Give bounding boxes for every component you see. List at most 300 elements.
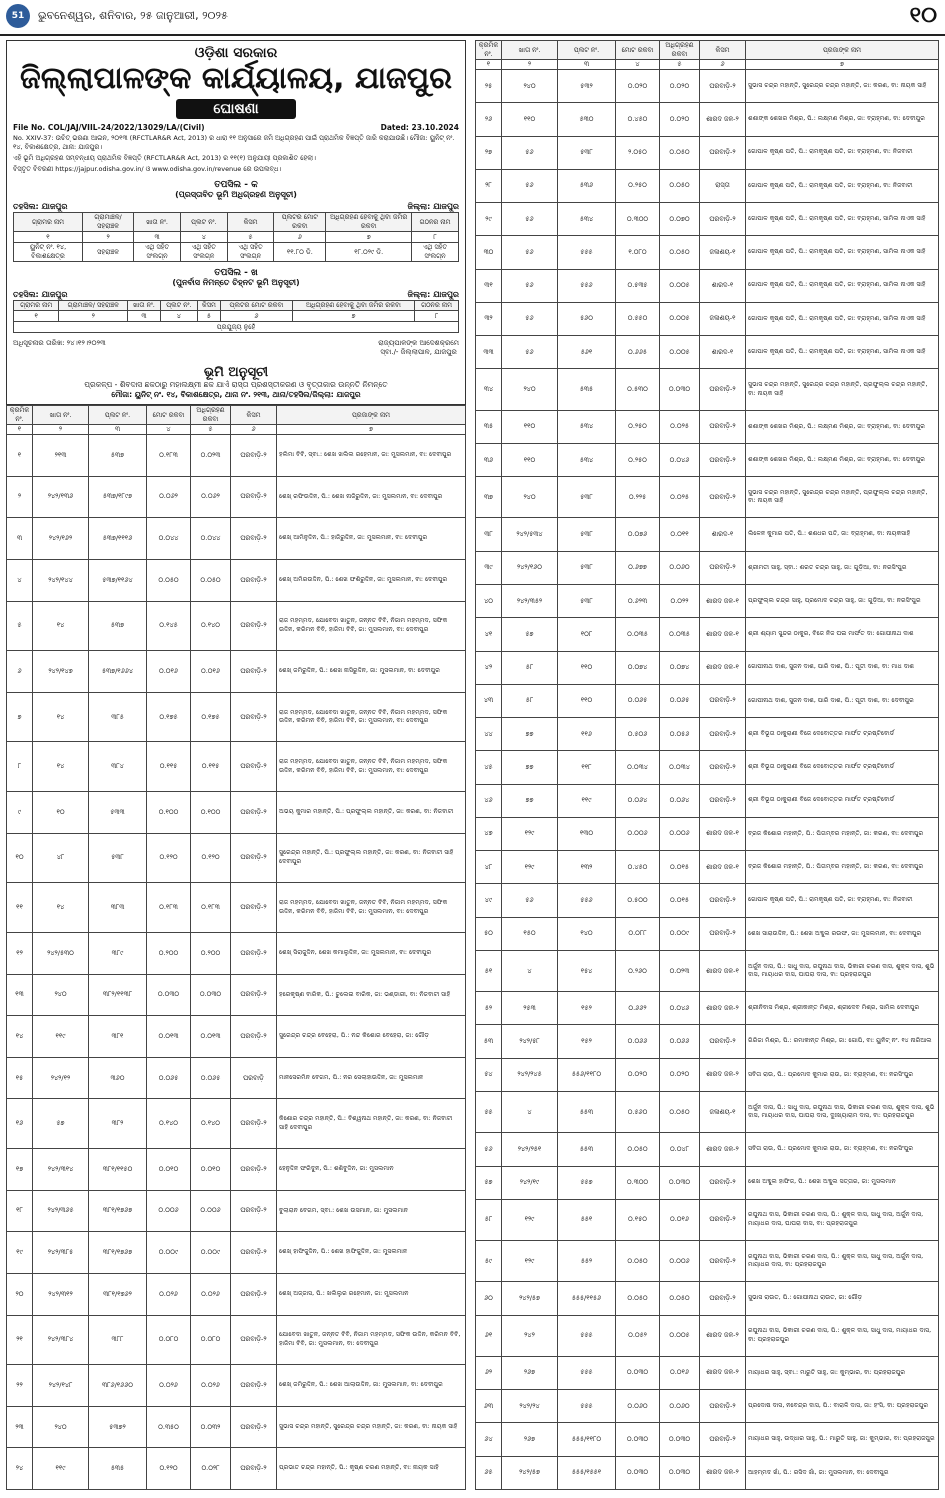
table-cell: ଘରବାଡ଼ି-୨ (231, 974, 277, 1016)
table-cell: ଘରବାଡ଼ି-୨ (231, 833, 277, 883)
column-header: କିସମ (231, 406, 277, 425)
table-row (476, 203, 939, 236)
table-cell: ୦.୫୫୦ (616, 302, 660, 335)
table-cell: ୨୫୩ (502, 992, 558, 1025)
owner-name: ପ୍ରଦୋଷ ଦାସ, ନବେନ୍ଦ୍ର ଦାସ, ପି.: ବାରାଳି ଦାସ, ଜା: ହଂସି, ବା: ପ୍ରହରାଜପୁର (746, 1390, 939, 1423)
table-cell: ୩୮୧/୧୭୬୭ (89, 1232, 147, 1274)
owner-name: ଶ୍ରୀ ବିଭୂତା ଠାକୁରାଣୀ ବିଜେ ଦେବୋତ୍ତର ମାର୍ଫତ ଟ୍ରଷ୍ଟିବୋର୍ଡ (746, 751, 939, 784)
owner-name: ବୁଲାରାନ ବେଗମ, ସ୍ବା.: ଶେଖ ଉସମାନ, ଜା: ମୁସଲମାନ (277, 1190, 466, 1232)
column-header: ଗ୍ରାମାଞ୍ଚଳ/ ସହରାଞ୍ଚଳ (59, 301, 128, 311)
table-cell: ୨ (7, 476, 33, 518)
column-header: ଗଠନର ନାମ (412, 213, 459, 232)
table-cell: ୫୮ (476, 1199, 502, 1240)
column-number: ୪ (180, 232, 227, 243)
owner-name: ଶେଖ୍ ଜମିରୁଦ୍ଦିନ, ପି.: ଶେଖ ଆଲାଉଦ୍ଦିନ, ଜା: ମୁସଲମାନ, ବା: ଦେବୀପୁର (277, 1365, 466, 1407)
table-cell: ଘରବାଡ଼ି-୨ (231, 932, 277, 974)
table-row (476, 302, 939, 335)
table-cell: ୨୪୨/୩୧୪ (33, 1149, 89, 1191)
table-cell: ୫୫୭ (558, 1166, 616, 1199)
table-cell: ୫୬ (502, 884, 558, 917)
table-cell: ୫୫୫/୧୫୫୧ (558, 1456, 616, 1489)
table-cell: ଘରବାଡ଼ି-୨ (700, 684, 746, 717)
table-cell: ୩୮୫ (89, 692, 147, 742)
table-cell: ୦.୦୩୦ (660, 1456, 700, 1489)
table-row (476, 1390, 939, 1423)
table-cell: ୦.୦୫୬ (660, 718, 700, 751)
table-cell: ୦.୦୨୦ (660, 103, 700, 136)
table-row (7, 1406, 466, 1448)
table-row (476, 1356, 939, 1389)
table-cell: ୫୬ (502, 302, 558, 335)
table-cell: ଘରବାଡ଼ି-୨ (700, 1199, 746, 1240)
table-cell: ୧୪ (33, 742, 89, 792)
table-row (476, 1166, 939, 1199)
owner-name: କିଶୋର ଚନ୍ଦ୍ର ମହାନ୍ତି, ପି.: ବିଶ୍ୱନାଥ ମହାନ୍ତି, ଜା: କରଣ, ବା: ନିଜବାଟୀ ସାହି ଦେବୀପୁର (277, 1099, 466, 1149)
table-cell: ୨୪୨/୫୩୪ (502, 518, 558, 551)
table-cell: ୨୬ (476, 103, 502, 136)
table-cell: ୪୮ (33, 833, 89, 883)
table-cell: ୦.୦୪୬ (660, 443, 700, 476)
table-row (476, 269, 939, 302)
table-cell: ୫୭ (476, 1166, 502, 1199)
owner-name: ଗୋପୀନାଥ ଦାଶ, ସୁଜନ ଦାଶ, ପାରି ଦାଶ, ପି.: ପୂତୀ ଦାଶ, ବା: ଦେବୀପୁର (746, 684, 939, 717)
table-cell: ଘରବାଡ଼ି-୨ (231, 601, 277, 651)
project-description: ପ୍ରକଳ୍ପ - ଶିବଦାସ ଛକଠାରୁ ମହାଲକ୍ଷ୍ମୀ ଛକ ଯାଏଁ ରାସ୍ତା ପ୍ରଶସ୍ତୀକରଣ ଓ ବୃତ୍ତାକାର ଉନ୍ନତି ନିମନ୍ତେ (84, 380, 388, 389)
table-cell: ୩୮୨ (89, 1099, 147, 1149)
table-cell: ୦.୨୦୦ (147, 932, 191, 974)
table-cell: ୧୧୦ (558, 684, 616, 717)
table-cell: ୦.୬୨୩ (616, 584, 660, 617)
table-cell: ୭୭ (502, 784, 558, 817)
table-cell: ୧୭ (7, 1149, 33, 1191)
table-cell: ୨୪୨/୫୩୦ (33, 932, 89, 974)
owner-name: ଶଶାଙ୍କ ଶେଖର ମିଶ୍ର, ପି.: ଲକ୍ଷ୍ମଣ ମିଶ୍ର, ଜା: ବ୍ରାହ୍ମଣ, ବା: ଦେବୀପୁର (746, 443, 939, 476)
table-row (476, 369, 939, 410)
table-cell: ୨୪ (7, 1448, 33, 1490)
table-cell: ୦.୦୨୩ (660, 950, 700, 991)
table-cell: ୦.୧୧୫ (147, 742, 191, 792)
table-cell: ୫୩୬ (558, 169, 616, 202)
table-cell: ୧୪ (7, 1016, 33, 1058)
table-cell: ୩୫ (476, 410, 502, 443)
column-header: ଅଧିଗ୍ରହଣ ରକବା (660, 41, 700, 60)
table-cell: ୦.୦୫୦ (191, 559, 231, 601)
table-row (476, 169, 939, 202)
table-cell: ୨୮ (476, 169, 502, 202)
table-cell: ୦.୦୨୫ (660, 410, 700, 443)
column-header: ପ୍ରଜାଙ୍କ ନାମ (277, 406, 466, 425)
table-cell: ୦.୦୫୦ (660, 236, 700, 269)
table-row (476, 1025, 939, 1058)
table-cell: ଘରବାଡ଼ି-୨ (700, 551, 746, 584)
table-cell: ୨୪୨/୩୫୨ (502, 584, 558, 617)
table-cell: ୫୩୭/୧୧୬୪ (89, 559, 147, 601)
table-row (476, 1199, 939, 1240)
table-cell: ୧୫୦ (502, 917, 558, 950)
table-cell: ୫୫ (476, 1091, 502, 1132)
owner-name: ଗୋପାଳ କୃଷ୍ଣ ପତି, ପି.: ରାମକୃଷ୍ଣ ପତି, ଜା: ବ୍ରାହ୍ମଣ, ବା: ନିଜବାଟୀ (746, 169, 939, 202)
table-cell: ୫୫୩ (558, 1133, 616, 1166)
table-cell: ୨୪୨/୧୪୭ (33, 651, 89, 693)
table-cell: ୨୪୦ (33, 974, 89, 1016)
column-header: ଗ୍ରାମର ନାମ (14, 213, 83, 232)
table-cell: ୦.୦୫୦ (616, 1133, 660, 1166)
table-cell: ୦.୦୫୦ (660, 136, 700, 169)
column-number: ୬ (274, 232, 326, 243)
file-number: File No. COL/JAJ/VIIL-24/2022/13029/LA/(Civil) (13, 123, 205, 132)
table-cell: ୦.୦୦୬ (147, 1190, 191, 1232)
table-cell: ୦.୦୧୫ (660, 851, 700, 884)
table-cell: ୨୭ (476, 136, 502, 169)
owner-name: ଅର୍ଜୁନ ଦାସ, ପି.: ସାଧୁ ଦାସ, ରଘୁନାଥ ଦାସ, ଭିକାରୀ ଚରଣ ଦାସ, ଶୁକ୍ଳ ଦାସ, ଶୁଭି ଦାସ, ମାୟାଧର ଦାସ, ଘାଘରା ଦାସ, ବା: ପ୍ରହରାଜପୁର (746, 950, 939, 991)
table-row (476, 518, 939, 551)
table-cell: ୪ (7, 559, 33, 601)
table-cell: ୧୬ (7, 1099, 33, 1149)
table-cell: ୫୫୫ (558, 236, 616, 269)
table-cell: ୨୧୩ (33, 435, 89, 477)
table-cell: ୦.୦୫୦ (660, 1091, 700, 1132)
table-row (476, 477, 939, 518)
table-cell: ୫୮ (502, 684, 558, 717)
table-cell: ୫୫୬ (558, 884, 616, 917)
owner-name: ଶେଖ୍ ଜମିରୁଦ୍ଦିନ, ପି.: ଶେଖ ନାସିରୁଦ୍ଦିନ, ଜା: ମୁସଲମାନ, ବା: ଦେବୀପୁର (277, 651, 466, 693)
table-row (476, 784, 939, 817)
schedule-kha-subtitle: (ପୁନର୍ବାସ ନିମନ୍ତେ ଚିହ୍ନଟ ଭୂମି ଅନୁସୂଚୀ) (172, 278, 300, 287)
table-cell: ୨୬୭ (502, 1423, 558, 1456)
table-cell: ୧୪ (33, 692, 89, 742)
table-row (7, 1099, 466, 1149)
table-cell: ଘରବାଡ଼ି-୨ (700, 917, 746, 950)
table-cell: ୫୫୫/୧୧୮୦ (558, 1423, 616, 1456)
table-cell: ୦.୩୦୦ (616, 1166, 660, 1199)
table-cell: ୫୫୫ (558, 1356, 616, 1389)
table-cell: ୬୩ (476, 1390, 502, 1423)
owner-name: ସୁଭାସ ଚନ୍ଦ୍ର ମହାନ୍ତି, ସୁରେନ୍ଦ୍ର ଚନ୍ଦ୍ର ମହାନ୍ତି, ପ୍ରଫୁଲ୍ଲ ଚନ୍ଦ୍ର ମହାନ୍ତି, ବା: ନାୟକ ସାହି (746, 369, 939, 410)
table-cell: ୩୮୪ (89, 742, 147, 792)
table-cell: ଶାରଦ ଜଳ-୧ (700, 584, 746, 617)
table-cell: ୫୩୪ (558, 443, 616, 476)
column-number: ୮ (412, 232, 459, 243)
owner-name: ଆହମ୍ମଦ ଖାଁ, ପି.: ରସିଦ ଖାଁ, ଜା: ମୁସଲମାନ, ବା: ଦେବୀପୁର (746, 1456, 939, 1489)
table-cell: ଶାରଦ ଜଳ-୧ (700, 851, 746, 884)
table-row (7, 742, 466, 792)
column-number: ୭ (277, 425, 466, 435)
schedule-kha-table (13, 300, 459, 333)
table-cell: ଘରବାଡ଼ି-୨ (231, 1149, 277, 1191)
signature-block (13, 339, 459, 357)
table-cell: ଶାରଦ ଜଳ-୨ (700, 1356, 746, 1389)
table-cell: ଶାରଦ ଜଳ-୨ (700, 1456, 746, 1489)
table-row (476, 950, 939, 991)
table-row (7, 1016, 466, 1058)
column-number: ୨ (502, 60, 558, 70)
column-number: ୧ (476, 60, 502, 70)
table-cell: ୦.୦୨୨ (660, 584, 700, 617)
table-cell: ୧୧୯ (33, 1016, 89, 1058)
table-cell: ଏଥି ସହିତ ସଂଲଗ୍ନ (134, 243, 181, 262)
table-cell: ୦.୦୩୦ (660, 1423, 700, 1456)
table-cell: ୧୫୨ (558, 1025, 616, 1058)
table-cell: ୦.୧୨୦ (191, 833, 231, 883)
table-cell: ୦.୦୬୫ (191, 1057, 231, 1099)
table-cell: ୪ (502, 1091, 558, 1132)
table-row (476, 70, 939, 103)
land-table-left (6, 405, 466, 1490)
table-cell: ୫୫୫/୧୧୫୬ (558, 1282, 616, 1315)
table-cell: ୪୦ (476, 584, 502, 617)
table-cell: ୪୨ (476, 651, 502, 684)
table-cell: ଘରବାଡ଼ି-୨ (700, 718, 746, 751)
column-header: ପ୍ଲଟର ମୋଟ ରକବା (274, 213, 326, 232)
table-cell: ଘରବାଡ଼ି-୨ (231, 742, 277, 792)
column-header: ଗଠନର ନାମ (415, 301, 459, 311)
table-cell: ଘରବାଡ଼ି-୨ (231, 435, 277, 477)
owner-name: ଗୋପାଳ କୃଷ୍ଣ ପତି, ପି.: ରାମକୃଷ୍ଣ ପତି, ଜା: ବ୍ରାହ୍ମଣ, ବା: ନିଜବାଟୀ (746, 884, 939, 917)
table-cell: ଘରବାଡ଼ି-୨ (700, 443, 746, 476)
schedule-kha-location (13, 290, 459, 300)
notice-paragraph-2: ଏହି ଭୂମି ଅଧିଗ୍ରହଣ ସମ୍ବନ୍ଧୀୟ ପ୍ରାଥମିକ ବିଜ୍ଞପ୍ତି (RFCTLAR&R Act, 2013) ର ୧୧(୧) ଅନୁଯାୟୀ ପ୍ରକାଶିତ ହେଲା। (13, 154, 316, 162)
owner-name: ଗୋପାଳ କୃଷ୍ଣ ପତି, ପି.: ରାମକୃଷ୍ଣ ପତି, ଜା: ବ୍ରାହ୍ମଣ, ସାମିଲ ନାଏକ ସାହି (746, 302, 939, 335)
column-header: ଅଧିଗ୍ରହଣ ରକବା (191, 406, 231, 425)
notice-date: Dated: 23.10.2024 (380, 123, 459, 132)
table-cell: ୫୫୩ (558, 1091, 616, 1132)
owner-name: ଶ୍ରୀମତୀ ସାହୁ, ସ୍ବା.: ଶରତ ଚନ୍ଦ୍ର ସାହୁ, ଜା: ଗୁଡ଼ିଆ, ବା: ନରସିଂପୁର (746, 551, 939, 584)
table-cell: ୨୪୨/୨୫୧ (502, 1133, 558, 1166)
table-cell: ୩୬ (476, 443, 502, 476)
column-header: ପ୍ଲଟ ନଂ. (180, 213, 227, 232)
owner-name: ଶ୍ରୀ ବିଭୂତା ଠାକୁରାଣୀ ବିଜେ ଦେବୋତ୍ତର ମାର୍ଫତ ଟ୍ରଷ୍ଟିବୋର୍ଡ (746, 784, 939, 817)
table-cell: ଶାରଦ ଜଳ-୧ (700, 651, 746, 684)
table-row (7, 792, 466, 834)
column-header: କିସମ (227, 213, 274, 232)
table-row (476, 1423, 939, 1456)
table-cell: ଘରବାଡ଼ି-୨ (231, 1315, 277, 1365)
column-header: ପ୍ଲଟ ନଂ. (160, 301, 197, 311)
table-cell: ଶାରଦ ଜଳ-୨ (700, 1058, 746, 1091)
owner-name: ହେନୁଦ୍ଦିନ ଫରିଦୁନ, ପି.: ଶଶିବୁଦ୍ଦିନ, ଜା: ମୁସଲମାନ (277, 1149, 466, 1191)
column-number: ୧ (7, 425, 33, 435)
table-cell: ଘରବାଡ଼ି-୨ (700, 784, 746, 817)
table-cell: ୮ (7, 742, 33, 792)
table-cell: ୦.୦୬୫ (660, 684, 700, 717)
table-row (476, 103, 939, 136)
table-row (476, 992, 939, 1025)
table-cell: ୦.୫୦୬ (616, 718, 660, 751)
table-cell: ଶାରଦ ଜଳ-୧ (700, 950, 746, 991)
table-cell: ୦.୧୦୦ (191, 792, 231, 834)
table-cell: ୦.୦୨୦ (616, 1058, 660, 1091)
table-cell: ୩୮୨/୧୧୩୮ (89, 974, 147, 1016)
table-cell: ୦.୦୨୦ (660, 70, 700, 103)
table-cell: ୦.୦୬୨ (147, 476, 191, 518)
table-cell: ୧୦୮ (558, 618, 616, 651)
table-cell: ୨୩ (7, 1406, 33, 1448)
table-cell: ୫୫୨ (558, 1241, 616, 1282)
table-cell: ୫୩ (476, 1025, 502, 1058)
table-cell: ୦.୦୧୬ (660, 1199, 700, 1240)
table-cell: ଶାରଦ ଜଳ-୨ (700, 1315, 746, 1356)
column-number: ୩ (558, 60, 616, 70)
table-cell: ୦.୧୪୫ (147, 601, 191, 651)
table-cell: ଶାରଦ ଜଳ-୧ (700, 817, 746, 850)
table-cell: ୧୧୦ (502, 103, 558, 136)
table-cell: ୦.୦୩୫ (616, 618, 660, 651)
office-title: ଜିଲ୍ଲାପାଳଙ୍କ କାର୍ଯ୍ୟାଳୟ, ଯାଜପୁର (20, 61, 452, 96)
table-cell: ୪୩ (476, 684, 502, 717)
schedule-ka-subtitle: (ପ୍ରସ୍ତାବିତ ଭୂମି ଅଧିଗ୍ରହଣ ଅନୁସୂଚୀ) (175, 190, 297, 199)
table-cell: ୧ (7, 435, 33, 477)
table-cell: ୫୩୮ (558, 551, 616, 584)
column-number: ୮ (415, 311, 459, 322)
table-cell: ୦.୨୫୦ (616, 443, 660, 476)
column-header: ଗ୍ରାମର ନାମ (14, 301, 59, 311)
table-cell: ଏଥି ସହିତ ସଂଲଗ୍ନ (227, 243, 274, 262)
table-row (7, 833, 466, 883)
table-cell: ୫୫୧ (558, 1199, 616, 1240)
table-cell: ଘରବାଡ଼ି-୨ (231, 692, 277, 742)
column-number: ୨ (59, 311, 128, 322)
owner-name: ଅଭୟ କୁମାର ମହାନ୍ତି, ପି.: ପ୍ରଫୁଲ୍ଲ ମହାନ୍ତି, ଜା: କରଣ, ବା: ନିଜବାଟୀ (277, 792, 466, 834)
owner-name: ମାନସେରମିନ ବେଗମ, ପି.: ନର ସେଲାହାଉଦ୍ଦିନ, ଜା: ମୁସଲମାନ (277, 1057, 466, 1099)
table-cell: ୧୨୯ (502, 817, 558, 850)
table-cell: ୩ (7, 518, 33, 560)
table-row (476, 917, 939, 950)
table-cell: ଜଳାଶୟ-୧ (700, 1091, 746, 1132)
column-number: ୬ (231, 425, 277, 435)
table-cell: ୦.୦୨୬ (191, 1273, 231, 1315)
owner-name: ଶେଖ ସାରାଉଦ୍ଦିନ, ପି.: ଶେଖ ଅବ୍ଦୁଲ ରଉଫ, ଜା: ମୁସଲମାନ, ବା: ଦେବୀପୁର (746, 917, 939, 950)
table-cell: ୫୩୮ (558, 477, 616, 518)
table-cell: ୨୪୨/୧୬୦ (502, 551, 558, 584)
owner-name: ଯୋବେଦା ଖାତୁନ, ଜନ୍ନତ ବିବି, ନିଜାମ ମହମ୍ମଦ, ସଫିକ ଉଦ୍ଦିନ, କରିମନ ବିବି, ହାଜିମା ବିବି, ଜା: ମୁସଲମାନ, ବା: ଦେବୀପୁର (277, 1315, 466, 1365)
table-cell: ୨୪୨/୩୬୫ (33, 1190, 89, 1232)
table-cell: ସହରାଞ୍ଚଳ (82, 243, 133, 262)
table-cell: ୦.୦୧୦ (147, 1149, 191, 1191)
owner-name: ହଲିମା ବିବି, ସ୍ବା.: ଶେଖ ଖଲିଲ ରହେମାନ, ଜା: ମୁସଲମାନ, ବା: ଦେବୀପୁର (277, 435, 466, 477)
table-cell: ୫୩୭ (89, 601, 147, 651)
table-cell: ୦.୦୬୨ (191, 476, 231, 518)
table-cell: ୧୧୯ (558, 784, 616, 817)
table-row (7, 1315, 466, 1365)
table-cell: ୧୪୦ (558, 917, 616, 950)
column-header: ପ୍ଲଟ ନଂ. (558, 41, 616, 60)
owner-name: ଶେଖ୍ ହାଫିଜୁଦ୍ଦିନ, ପି.: ଶେଖ ହାଫିଜୁଦ୍ଦିନ, ଜା: ମୁସଲମାନ (277, 1232, 466, 1274)
table-cell: ୦.୦୪୬ (660, 992, 700, 1025)
table-cell: ୨୬୭ (502, 1356, 558, 1389)
table-cell: ୨୯ (476, 203, 502, 236)
table-row (476, 1133, 939, 1166)
table-cell: ୦.୦୫୦ (660, 169, 700, 202)
column-number: ୫ (191, 425, 231, 435)
table-cell: ଶାରଦ ଜଳ-୨ (700, 992, 746, 1025)
table-cell: ୧.୦୮୦ (616, 236, 660, 269)
table-cell: ୩୭ (476, 477, 502, 518)
column-number: ୪ (160, 311, 197, 322)
notice-paragraph-1: No. XXIV-37: ଉଚିତ୍ ଭରଣା ଆଇନ, ୨୦୧୩ (RFCTLAR&R Act, 2013) ର ଧାରା ୧୧ ଅନୁସାରେ ଜମି ଅଧିଗ୍ରହଣ ପାଇଁ ପ୍ରାଥମିକ ବିଜ୍ଞପ୍ତି ଜାରି କରାଯାଉଛି। ମୌଜା: ୟୁନିଟ୍ ନଂ. ୧୪, ବିକାଶକ୍ଷେତ୍ର, ଥାନା: ଯାଜପୁର। (13, 134, 455, 151)
table-cell: ୩୩ (476, 336, 502, 369)
table-cell: ୦.୦୦୯ (147, 1232, 191, 1274)
owner-name: ରାଜ ମହମ୍ମଦ, ଯୋବେଦା ଖାତୁନ, ଜନ୍ନତ ବିବି, ନିଜାମ ମହମ୍ମଦ, ସଫିକ ଉଦ୍ଦିନ, କରିମନ ବିବି, ହାଜିମା ବିବି, ଜା: ମୁସଲମାନ, ବା: ଦେବୀପୁର (277, 601, 466, 651)
table-cell: ଶାରଦ ଜଳ-୨ (700, 1133, 746, 1166)
table-cell: ଶାରଦ-୧ (700, 336, 746, 369)
column-header: ପ୍ଲଟର ମୋଟ ରକବା (220, 301, 292, 311)
table-cell: ୩୨ (476, 302, 502, 335)
column-number: ୭ (746, 60, 939, 70)
owner-name: ଶ୍ରୀ ବିଭୂତା ଠାକୁରାଣୀ ବିଜେ ଦେବୋତ୍ତର ମାର୍ଫତ ଟ୍ରଷ୍ଟିବୋର୍ଡ (746, 718, 939, 751)
table-cell: ୨୪୨/୩୮୪ (33, 1315, 89, 1365)
mouza-line: ମୌଜା: ୟୁନିଟ୍ ନଂ. ୧୪, ବିକାଶକ୍ଷେତ୍ର, ଥାନା ନଂ. ୨୧୩, ଥାନା/ତହସିଲ/ଜିଲ୍ଲା: ଯାଜପୁର (111, 390, 361, 399)
table-cell: ୦.୦୨୦ (660, 1058, 700, 1091)
table-row (7, 1365, 466, 1407)
table-cell: ୫୫୬ (558, 269, 616, 302)
table-cell: ଘରବାଡ଼ି-୨ (700, 1166, 746, 1199)
table-cell: ୬୦ (476, 1282, 502, 1315)
table-cell: ୟୁନିଟ୍ ନଂ. ୧୪, ବିକାଶକ୍ଷେତ୍ର (14, 243, 83, 262)
table-cell: ୫୩୩ (89, 792, 147, 834)
table-cell: ଘରବାଡ଼ି-୨ (700, 70, 746, 103)
owner-name: ବ୍ରଜ କିଶୋର ମହାନ୍ତି, ପି.: ପିତାମ୍ବର ମହାନ୍ତି, ଜା: କରଣ, ବା: ଦେବୀପୁର (746, 851, 939, 884)
table-cell: ୩୮୧/୧୭୬୭ (89, 1190, 147, 1232)
table-cell: ୦.୦୩୨ (191, 1406, 231, 1448)
table-cell: ୫୩୮ (89, 833, 147, 883)
table-cell: ୧୦ (7, 833, 33, 883)
table-cell: ୧୯ (7, 1232, 33, 1274)
column-header: ମୋଟ ରକବା (147, 406, 191, 425)
table-cell: ୪୪ (476, 718, 502, 751)
owner-name: ରାଜ ମହମ୍ମଦ, ଯୋବେଦା ଖାତୁନ, ଜନ୍ନତ ବିବି, ନିଜାମ ମହମ୍ମଦ, ସଫିକ ଉଦ୍ଦିନ, କରିମନ ବିବି, ହାଜିମା ବିବି, ଜା: ମୁସଲମାନ, ବା: ଦେବୀପୁର (277, 883, 466, 933)
table-cell: ୦.୦୩୫ (660, 618, 700, 651)
schedule-ka-table (13, 212, 459, 262)
table-cell: ଘରବାଡ଼ି-୨ (700, 1282, 746, 1315)
table-row (476, 817, 939, 850)
column-header: ଖାତା ନଂ. (128, 301, 161, 311)
owner-name: ବ୍ରଜ କିଶୋର ମହାନ୍ତି, ପି.: ପିତାମ୍ବର ମହାନ୍ତି, ଜା: କରଣ, ବା: ଦେବୀପୁର (746, 817, 939, 850)
table-row (7, 1448, 466, 1490)
table-cell: ୧୨ (7, 932, 33, 974)
table-cell: ୭୭ (502, 751, 558, 784)
notice-paragraph-3: ବିସ୍ତୃତ ବିବରଣୀ https://jajpur.odisha.gov.in/ ଓ www.odisha.gov.in/revenue ରେ ଉପଲବ୍ଧ। (13, 165, 282, 173)
table-row (7, 601, 466, 651)
district-label: ଜିଲ୍ଲା: ଯାଜପୁର (407, 290, 459, 299)
table-cell: ୧୧୦ (502, 443, 558, 476)
table-cell: ରାସ୍ତା (700, 169, 746, 202)
table-cell: ଘରବାଡ଼ି-୨ (231, 559, 277, 601)
table-row (476, 651, 939, 684)
table-cell: ୫୦ (476, 917, 502, 950)
table-row (7, 1057, 466, 1099)
table-cell: ୩୮ (476, 518, 502, 551)
table-cell: ୨୪୦ (33, 1406, 89, 1448)
table-cell: ଘରବାଡ଼ି-୨ (700, 1025, 746, 1058)
table-cell: ୦.୦୩୦ (660, 369, 700, 410)
table-cell: ୧୧୦ (558, 651, 616, 684)
table-row (476, 1091, 939, 1132)
table-cell: ୦.୫୦୦ (616, 884, 660, 917)
table-row (476, 718, 939, 751)
table-cell: ୧୪ (33, 883, 89, 933)
table-cell: ୫୩୮ (558, 584, 616, 617)
table-cell: ୦.୦୦୫ (660, 269, 700, 302)
table-cell: ଘରବାଡ଼ି (231, 1057, 277, 1099)
table-cell: ୦.୦୭୬ (616, 518, 660, 551)
table-cell: ୫୫୫ (558, 1390, 616, 1423)
table-cell: ୨୪୦ (502, 477, 558, 518)
table-cell: ୩୮୮ (89, 1315, 147, 1365)
table-cell: ୪୫ (476, 751, 502, 784)
table-cell: ୨୪୨/୫୭ (502, 1456, 558, 1489)
table-cell: ୧୫୪ (558, 950, 616, 991)
table-cell: ୦.୦୬୪ (660, 784, 700, 817)
